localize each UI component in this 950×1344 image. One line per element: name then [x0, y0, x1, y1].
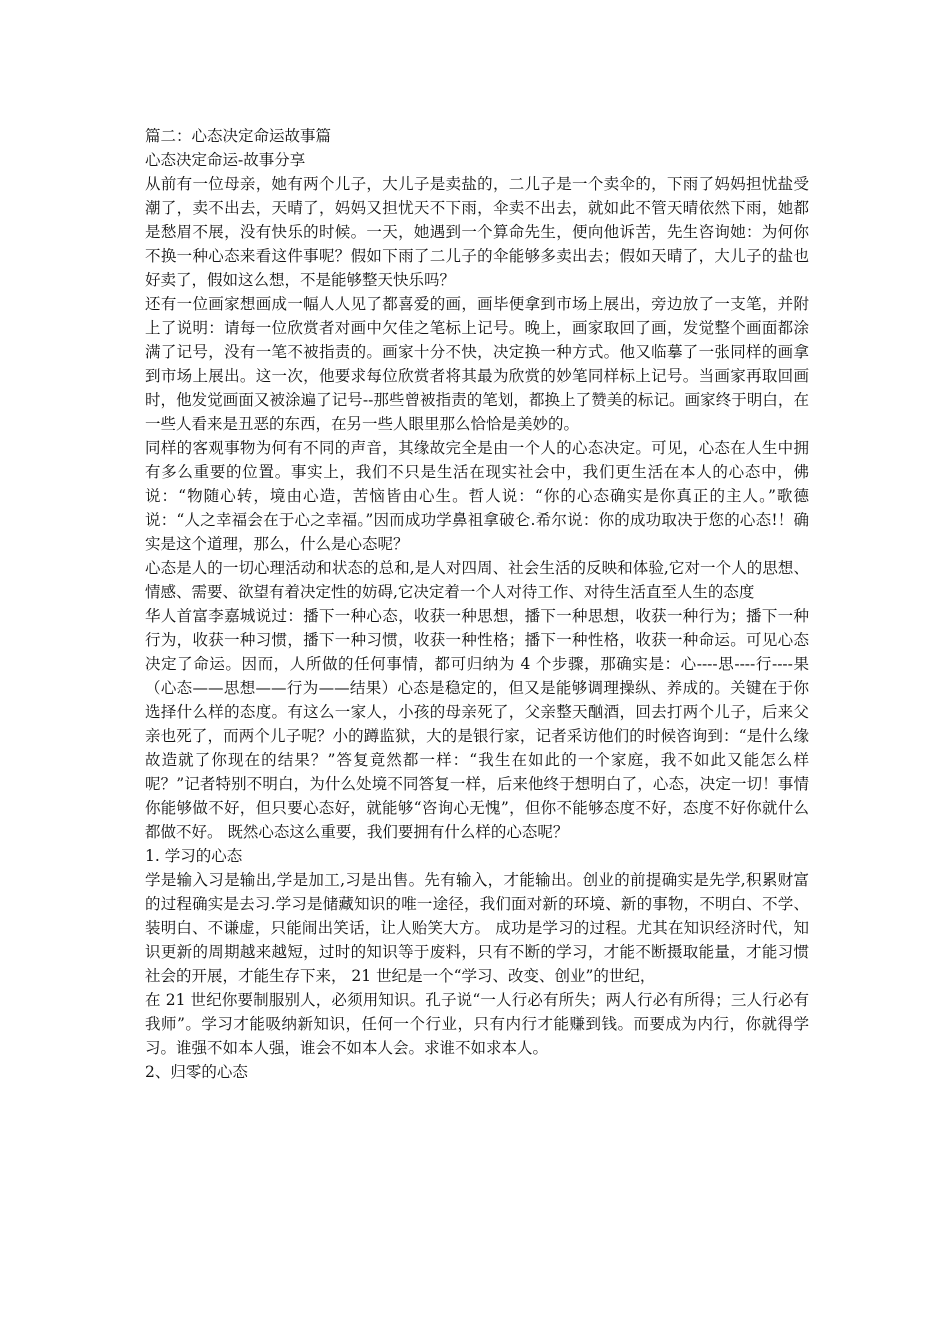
document-heading: 篇二：心态决定命运故事篇: [145, 127, 332, 145]
paragraph-attitude-definition: 心态是人的一切心理活动和状态的总和,是人对四周、社会生活的反映和体验,它对一个人的思想、情感、需要、欲望有着决定性的妨碍,它决定着一个人对待工作、对待生活直至人生的态度: [145, 559, 809, 601]
story-subtitle: 心态决定命运-故事分享: [145, 151, 306, 169]
paragraph-painter-story: 还有一位画家想画成一幅人人见了都喜爱的画，画毕便拿到市场上展出，旁边放了一支笔，并附上了说明：请每一位欣赏者对画中欠佳之笔标上记号。晚上，画家取回了画，发觉整个画面都涂满了记号，没有一笔不被指责的。画家十分不快，决定换一种方式。他又临摹了一张同样的画拿到市场上展出。这一次，他要求每位欣赏者将其最为欣赏的妙笔同样标上记号。当画家再取回画时，他发觉画面又被涂遍了记号--那些曾被指责的笔划，都换上了赞美的标记。画家终于明白，在一些人看来是丑恶的东西，在另一些人眼里那么恰恰是美妙的。: [145, 295, 809, 433]
document-body: [145, 124, 809, 1084]
paragraph-21st-century: 在 21 世纪你要制服别人，必须用知识。孔子说“一人行必有所失；两人行必有所得；三人行必有我师”。学习才能吸纳新知识，任何一个行业，只有内行才能赚到钱。而要成为内行，你就得学习。谁强不如本人强，谁会不如本人会。求谁不如求本人。: [145, 991, 809, 1057]
paragraph-mother-story: 从前有一位母亲，她有两个儿子，大儿子是卖盐的，二儿子是一个卖伞的，下雨了妈妈担忧盐受潮了，卖不出去，天晴了，妈妈又担忧天不下雨，伞卖不出去，就如此不管天晴依然下雨，她都是愁眉不展，没有快乐的时候。一天，她遇到一个算命先生，便向他诉苦，先生咨询她：为何你不换一种心态来看这件事呢？假如下雨了二儿子的伞能够多卖出去；假如天晴了，大儿子的盐也好卖了，假如这么想，不是能够整天快乐吗？: [145, 175, 809, 289]
paragraph-learning: 学是输入习是输出,学是加工,习是出售。先有输入，才能输出。创业的前提确实是先学,积累财富的过程确实是去习.学习是储藏知识的唯一途径，我们面对新的环境、新的事物，不明白、不学、装明白、不谦虚，只能闹出笑话，让人贻笑大方。 成功是学习的过程。尤其在知识经济时代，知识更新的周期越来越短，过时的知识等于废料，只有不断的学习，才能不断摄取能量，才能习惯社会的开展，才能生存下来， 21 世纪是一个“学习、改变、创业”的世纪，: [145, 871, 809, 985]
paragraph-attitude-importance: 同样的客观事物为何有不同的声音，其缘故完全是由一个人的心态决定。可见，心态在人生中拥有多么重要的位置。事实上，我们不只是生活在现实社会中，我们更生活在本人的心态中，佛说：“物随心转，境由心造，苦恼皆由心生。哲人说：“你的心态确实是你真正的主人。”歌德说：“人之幸福会在于心之幸福。”因而成功学鼻祖拿破仑.希尔说：你的成功取决于您的心态!！确实是这个道理，那么，什么是心态呢？: [145, 439, 809, 553]
paragraph-li-ka-shing: 华人首富李嘉城说过：播下一种心态，收获一种思想，播下一种思想，收获一种行为；播下一种行为，收获一种习惯，播下一种习惯，收获一种性格；播下一种性格，收获一种命运。可见心态决定了命运。因而，人所做的任何事情，都可归纳为 4 个步骤，那确实是：心----思----行----果（心态——思想——行为——结果）心态是稳定的，但又是能够调理操纵、养成的。关键在于你选择什么样的态度。有这么一家人，小孩的母亲死了，父亲整天酗酒，回去打两个儿子，后来父亲也死了，而两个儿子呢？小的蹲监狱，大的是银行家，记者采访他们的时候咨询到：“是什么缘故造就了你现在的结果？”答复竟然都一样：“我生在如此的一个家庭，我不如此又能怎么样呢？”记者特别不明白，为什么处境不同答复一样，后来他终于想明白了，心态，决定一切！事情你能够做不好，但只要心态好，就能够“咨询心无愧”，但你不能够态度不好，态度不好你就什么都做不好。 既然心态这么重要，我们要拥有什么样的心态呢？: [145, 607, 809, 841]
section-heading-learning: 1. 学习的心态: [145, 847, 243, 865]
section-heading-zero: 2、归零的心态: [145, 1063, 248, 1081]
